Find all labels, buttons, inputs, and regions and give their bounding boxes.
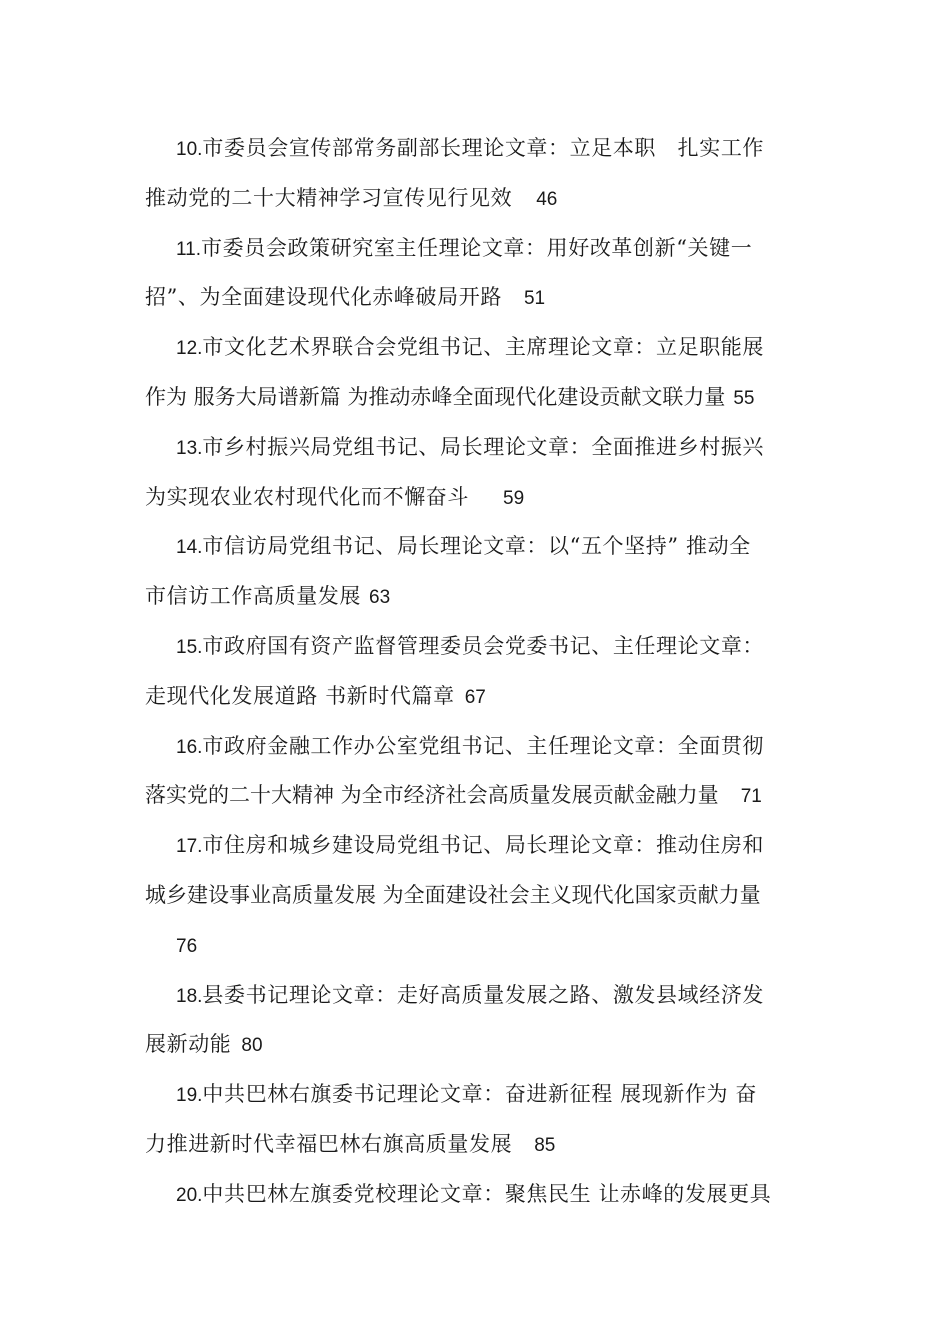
toc-entry-title-continued: 走现代化发展道路 书新时代篇章 — [145, 683, 455, 708]
toc-page-number: 55 — [733, 387, 755, 409]
toc-entry-title-continued: 推动党的二十大精神学习宣传见行见效 — [145, 185, 513, 210]
toc-entry-title-line — [145, 871, 807, 921]
toc-entry-title-line — [145, 1170, 807, 1220]
toc-page-number: 76 — [176, 935, 198, 957]
toc-entry-number: 19. — [176, 1085, 203, 1107]
toc-entry-number: 20. — [176, 1184, 203, 1206]
toc-page-number: 51 — [523, 288, 546, 310]
toc-page-number: 63 — [369, 587, 391, 609]
toc-entry-title: 市文化艺术界联合会党组书记、主席理论文章：立足职能展 — [202, 335, 765, 360]
toc-entry-title: 中共巴林右旗委书记理论文章：奋进新征程 展现新作为 奋 — [202, 1082, 757, 1107]
toc-entry-number: 16. — [176, 736, 203, 758]
toc-entry-title-line — [145, 771, 807, 821]
toc-entry-title-line — [145, 672, 807, 722]
toc-entry-title: 中共巴林左旗委党校理论文章：聚焦民生 让赤峰的发展更具 — [202, 1181, 772, 1206]
toc-entry-title-line — [145, 722, 807, 772]
table-of-contents — [145, 124, 807, 1220]
toc-entry-title-continued: 作为 服务大局谱新篇 为推动赤峰全面现代化建设贡献文联力量 — [145, 384, 726, 409]
toc-entry-number: 11. — [176, 238, 202, 260]
toc-page-number: 59 — [503, 487, 525, 509]
toc-entry-title-continued: 力推进新时代幸福巴林右旗高质量发展 — [145, 1131, 513, 1156]
toc-entry-title-line — [145, 1020, 807, 1070]
toc-entry-title: 县委书记理论文章：走好高质量发展之路、激发县域经济发 — [202, 982, 765, 1007]
toc-entry-title-continued: 招”、为全面建设现代化赤峰破局开路 — [145, 285, 502, 310]
toc-entry-title-line — [145, 373, 807, 423]
toc-entry-title-line — [145, 522, 807, 572]
toc-page-number: 80 — [241, 1035, 263, 1057]
toc-entry-title-continued: 为实现农业农村现代化而不懈奋斗 — [145, 484, 469, 509]
toc-entry-title-line — [145, 1120, 807, 1170]
toc-entry-title-line — [145, 821, 807, 871]
toc-entry-title-continued: 城乡建设事业高质量发展 为全面建设社会主义现代化国家贡献力量 — [145, 882, 761, 907]
toc-entry-title: 市住房和城乡建设局党组书记、局长理论文章：推动住房和 — [202, 833, 765, 858]
toc-entry-title-line — [145, 473, 807, 523]
toc-entry-title: 市政府国有资产监督管理委员会党委书记、主任理论文章： — [202, 633, 765, 658]
toc-entry-title-line — [145, 572, 807, 622]
toc-entry-number: 10. — [176, 139, 203, 160]
toc-entry-title-line — [145, 323, 807, 373]
toc-entry-number: 18. — [176, 985, 203, 1007]
toc-entry-title-line — [145, 423, 807, 473]
toc-page-number: 71 — [740, 786, 762, 808]
toc-entry-title-continued: 市信访工作高质量发展 — [145, 584, 361, 609]
toc-entry-title: 市委员会政策研究室主任理论文章：用好改革创新“关键一 — [201, 235, 753, 260]
toc-entry-title-line — [145, 273, 807, 323]
toc-entry-title-line — [145, 622, 807, 672]
toc-entry-title-line — [145, 174, 807, 224]
toc-page-line — [145, 921, 807, 971]
toc-entry-title-line — [145, 224, 807, 274]
toc-entry-number: 17. — [176, 836, 203, 858]
toc-page-number: 67 — [464, 686, 486, 708]
toc-page-number: 46 — [536, 188, 558, 210]
toc-entry-title-line — [145, 1070, 807, 1120]
toc-entry-number: 15. — [176, 636, 203, 658]
toc-entry-title: 市政府金融工作办公室党组书记、主任理论文章：全面贯彻 — [202, 733, 765, 758]
toc-entry-number: 12. — [176, 338, 203, 360]
toc-entry-title-line — [145, 971, 807, 1021]
toc-entry-number: 13. — [176, 437, 203, 459]
toc-entry-title: 市信访局党组书记、局长理论文章：以“五个坚持” 推动全 — [202, 534, 751, 559]
toc-entry-title: 市乡村振兴局党组书记、局长理论文章：全面推进乡村振兴 — [202, 434, 765, 459]
toc-entry-title-line — [145, 124, 807, 174]
toc-entry-title: 市委员会宣传部常务副部长理论文章：立足本职 扎实工作 — [202, 136, 765, 160]
toc-entry-title-continued: 落实党的二十大精神 为全市经济社会高质量发展贡献金融力量 — [145, 783, 719, 808]
toc-page-number: 85 — [534, 1134, 556, 1156]
toc-entry-number: 14. — [176, 537, 203, 559]
toc-entry-title-continued: 展新动能 — [145, 1032, 232, 1057]
